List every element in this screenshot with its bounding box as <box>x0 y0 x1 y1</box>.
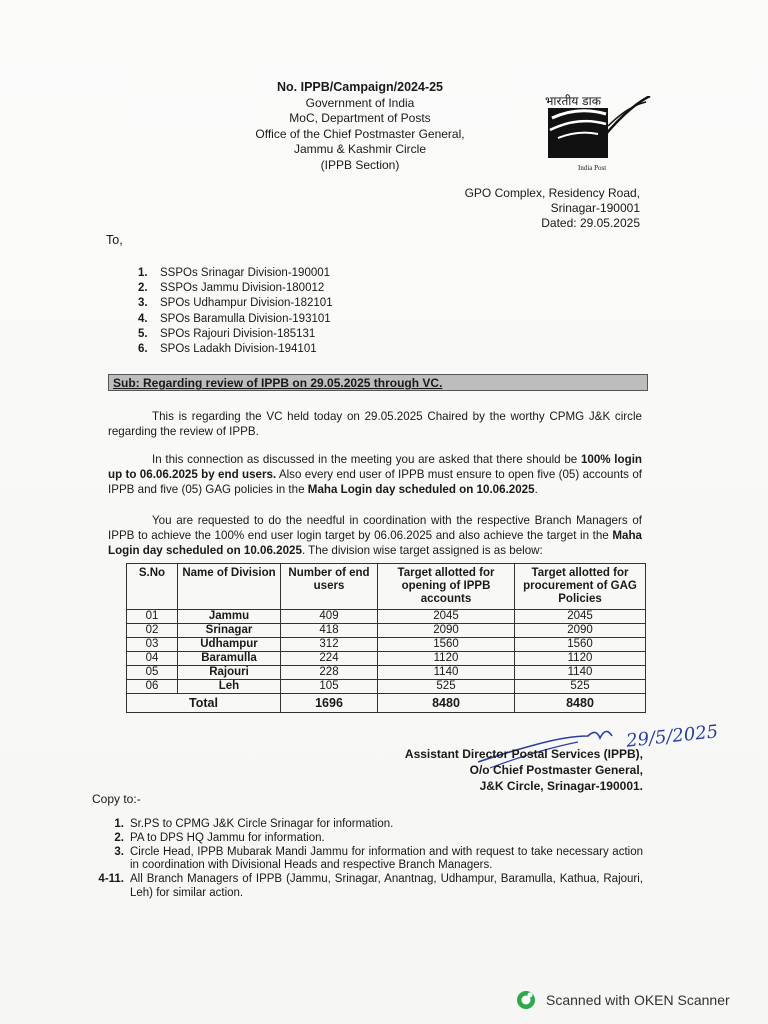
subject-line: Sub: Regarding review of IPPB on 29.05.2025 through VC. <box>108 374 648 391</box>
reference-number: No. IPPB/Campaign/2024-25 <box>276 80 444 94</box>
target-table <box>126 563 646 713</box>
column-header: Target allotted for procurement of GAG Policies <box>515 564 646 610</box>
column-header: S.No <box>127 564 178 610</box>
list-item: 1. Sr.PS to CPMG J&K Circle Srinagar for information. <box>114 818 394 830</box>
list-item: 4. SPOs Baramulla Division-193101 <box>138 312 331 325</box>
to-label: To, <box>106 233 123 247</box>
signatory-address: J&K Circle, Srinagar-190001. <box>479 779 643 793</box>
address-line: Srinagar-190001 <box>550 201 640 215</box>
list-item: 3. SPOs Udhampur Division-182101 <box>138 297 333 310</box>
table-row: 06 Leh 105 525 525 <box>127 680 646 694</box>
list-item: 5. SPOs Rajouri Division-185131 <box>138 327 316 340</box>
list-item: 1. SSPOs Srinagar Division-190001 <box>138 267 331 279</box>
scanner-watermark <box>516 990 730 1010</box>
signatory-title: Assistant Director Postal Services (IPPB), <box>404 747 643 761</box>
signatory-office: O/o Chief Postmaster General, <box>469 763 643 777</box>
column-header: Target allotted for opening of IPPB accounts <box>378 564 515 610</box>
scanner-logo-icon <box>516 990 536 1010</box>
letter-header <box>250 80 470 173</box>
paragraph-instructions: In this connection as discussed in the meeting you are asked that there should be 100% login up to 06.06.2025 by end users. Also every end user of IPPB must ensure to open five (05) accounts of IPPB and five (05) GAG policies in the Maha Login day scheduled on 10.06.2025. <box>108 453 642 496</box>
table-total-row: Total 1696 8480 8480 <box>127 694 646 713</box>
logo-caption: India Post <box>578 164 607 172</box>
office-address <box>440 186 640 231</box>
list-item: 2. SSPOs Jammu Division-180012 <box>138 282 325 295</box>
copy-list <box>98 818 643 901</box>
logo-emblem-icon <box>548 108 608 158</box>
logo-wing-icon <box>606 96 652 136</box>
list-item: 4-11. All Branch Managers of IPPB (Jammu, Srinagar, Anantnag, Udhampur, Baramulla, Kathua, Rajouri, Leh) for similar action. <box>98 873 643 899</box>
header-line: Jammu & Kashmir Circle <box>293 142 427 156</box>
list-item: 3. Circle Head, IPPB Mubarak Mandi Jammu for information and with request to take necessary action in coordination with Divisional Heads and respective Branch Managers. <box>114 845 643 872</box>
scanner-text: Scanned with OKEN Scanner <box>546 992 730 1008</box>
list-item: 2. PA to DPS HQ Jammu for information. <box>114 831 325 844</box>
copy-to-label: Copy to:- <box>92 792 141 806</box>
india-post-logo <box>540 92 640 176</box>
letter-date: Dated: 29.05.2025 <box>541 216 640 230</box>
column-header: Number of end users <box>281 564 378 610</box>
column-header: Name of Division <box>178 564 281 610</box>
table-row: 04 Baramulla 224 1120 1120 <box>127 652 646 666</box>
recipient-list <box>138 266 333 357</box>
signatory-block <box>398 746 643 794</box>
table-row: 03 Udhampur 312 1560 1560 <box>127 638 646 652</box>
header-line: Government of India <box>305 95 415 110</box>
signature-date: 29/5/2025 <box>625 721 720 752</box>
header-line: Office of the Chief Postmaster General, <box>255 126 465 141</box>
paragraph-intro: This is regarding the VC held today on 29.05.2025 Chaired by the worthy CPMG J&K circle regarding the review of IPPB. <box>108 410 642 438</box>
address-line: GPO Complex, Residency Road, <box>464 186 640 200</box>
table-row: 05 Rajouri 228 1140 1140 <box>127 666 646 680</box>
table-row: 01 Jammu 409 2045 2045 <box>127 610 646 624</box>
table-row: 02 Srinagar 418 2090 2090 <box>127 624 646 638</box>
table-header-row <box>127 564 646 610</box>
header-line: MoC, Department of Posts <box>289 111 431 125</box>
paragraph-request: You are requested to do the needful in coordination with the respective Branch Managers of IPPB to achieve the 100% end user login target by 06.06.2025 and also achieve the target in the Maha Login day scheduled on 10.06.2025. The division wise target assigned is as below: <box>108 514 642 557</box>
list-item: 6. SPOs Ladakh Division-194101 <box>138 343 317 356</box>
logo-hindi-text: भारतीय डाक <box>545 94 601 108</box>
header-line: (IPPB Section) <box>320 157 400 172</box>
